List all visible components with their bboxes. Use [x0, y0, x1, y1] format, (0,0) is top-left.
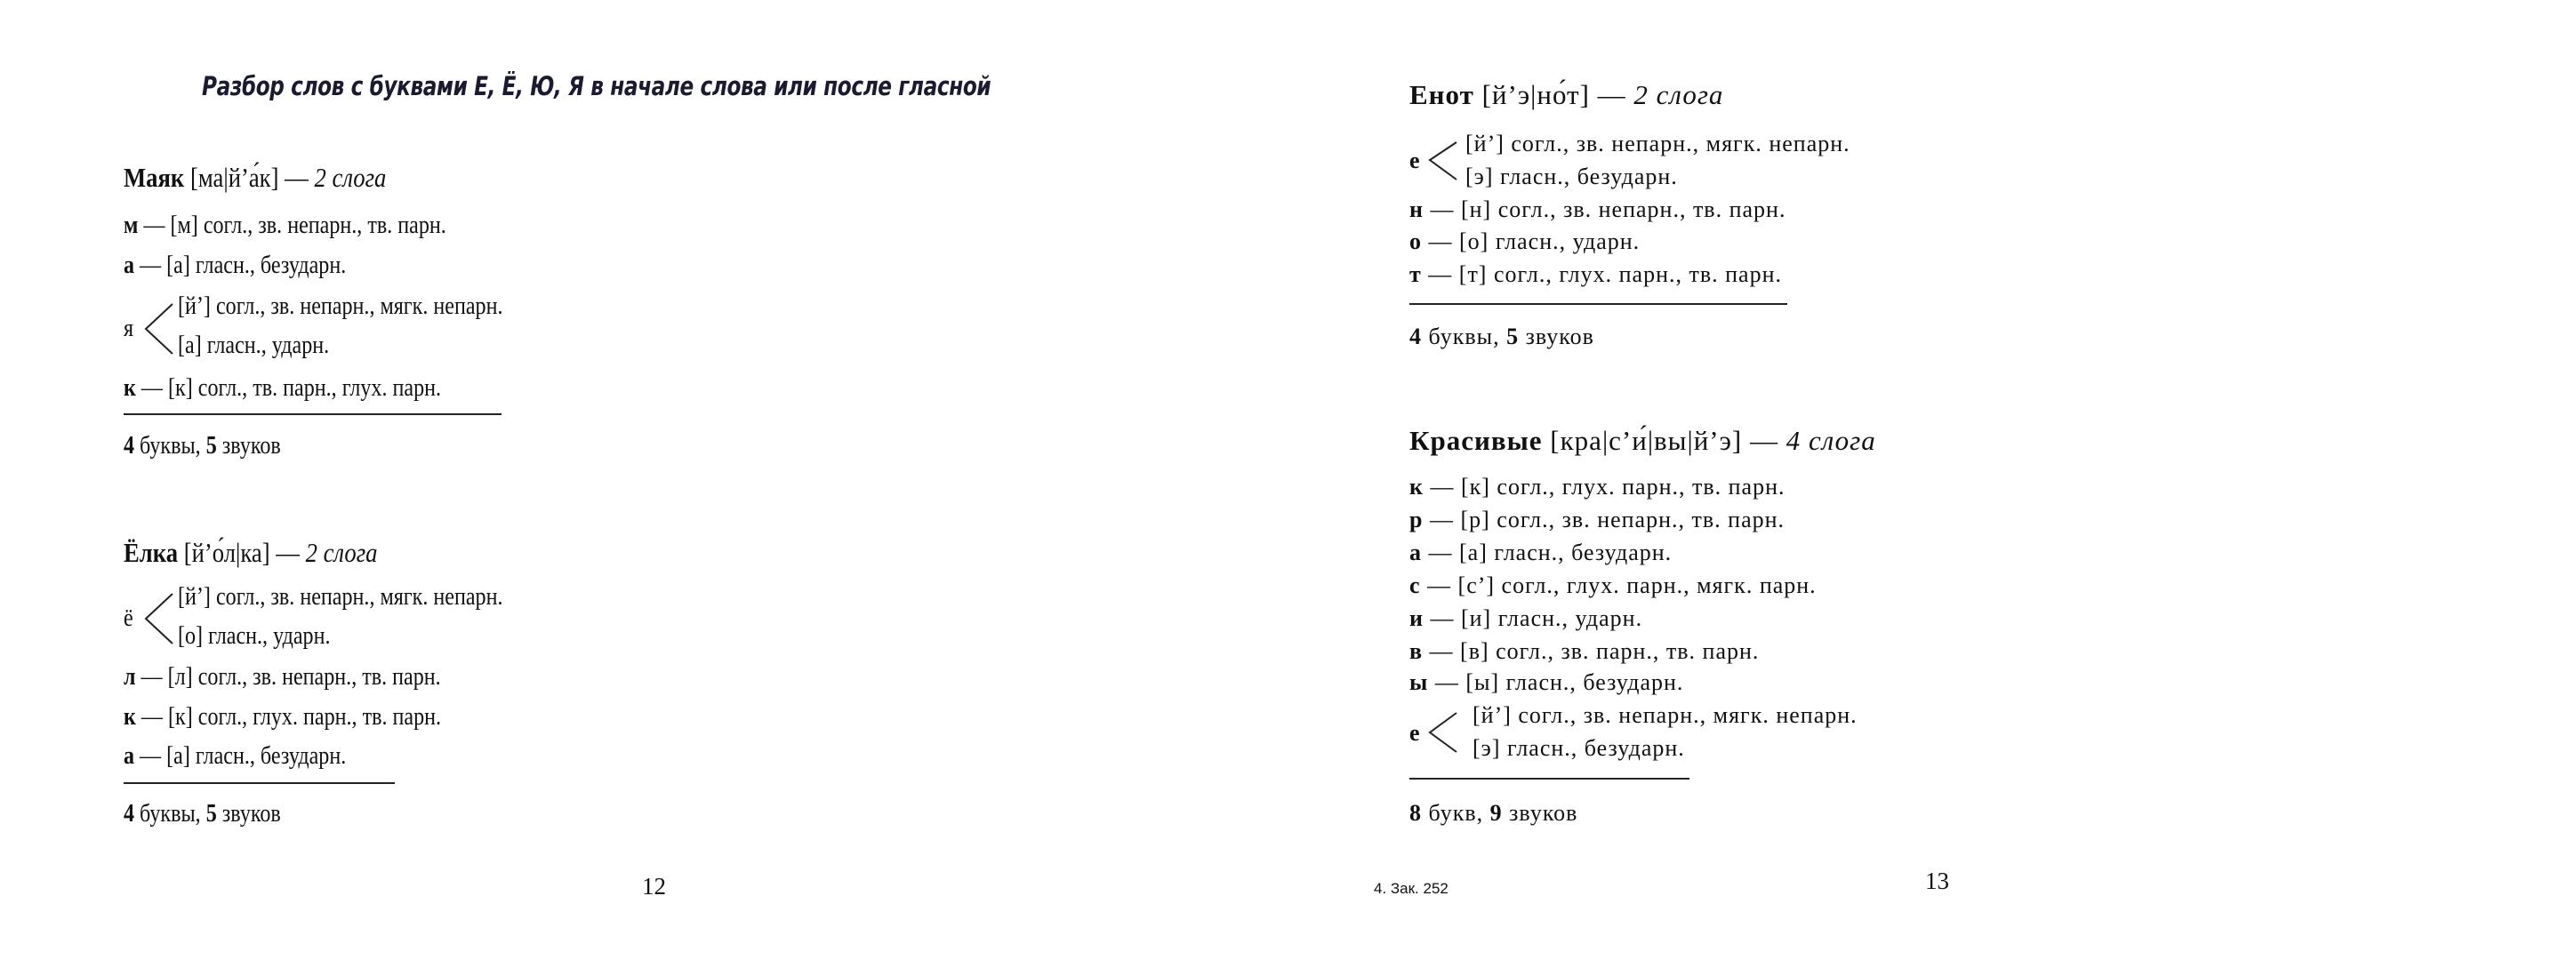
row-text: — [к] согл., глух. парн., тв. парн.: [1430, 474, 1786, 500]
letter-row: [1409, 669, 1683, 696]
row-text: — [с’] согл., глух. парн., мягк. парн.: [1427, 572, 1817, 598]
letter-row: [1409, 572, 1817, 599]
branch-letter: е: [1409, 720, 1421, 746]
syllables: 2 слога: [314, 162, 387, 193]
print-mark: 4. Зак. 252: [1374, 880, 1448, 897]
letters-label: буквы,: [140, 800, 201, 828]
branch-bracket-icon: [1426, 711, 1458, 754]
row-text: — [и] гласн., ударн.: [1430, 605, 1643, 631]
letter: о: [1409, 228, 1422, 254]
branch-row: [э] гласн., безударн.: [1465, 164, 1678, 189]
letters-label: буквы,: [140, 432, 201, 460]
branch-bracket-icon: [142, 592, 174, 645]
transcription: [й’э|но́т]: [1481, 79, 1590, 110]
letter: к: [124, 703, 136, 731]
branch-bracket-icon: [1426, 140, 1458, 181]
letter-row: [1409, 540, 1672, 566]
page-title: Разбор слов с буквами Е, Ё, Ю, Я в начале слова или после гласной: [202, 71, 991, 101]
letters-count: 4: [1409, 324, 1422, 349]
letter-sound-count: [1409, 800, 1577, 827]
transcription: [кра|с’и́|вы|й’э]: [1550, 425, 1743, 456]
letter: а: [124, 252, 135, 279]
word: Ёлка: [124, 537, 179, 568]
letter-row: [1409, 507, 1785, 533]
letter: и: [1409, 605, 1424, 631]
letter-row: [1409, 261, 1782, 288]
row-text: — [к] согл., глух. парн., тв. парн.: [140, 703, 442, 731]
letters-label: букв,: [1428, 800, 1484, 826]
branch-row: [й’] согл., зв. непарн., мягк. непарн.: [178, 583, 503, 611]
letter: а: [1409, 540, 1422, 565]
divider: [1409, 778, 1689, 780]
letter-sound-count: [124, 432, 281, 460]
branch-letter: ё: [124, 604, 133, 632]
letter-row: [1409, 605, 1642, 632]
letters-count: 4: [124, 432, 135, 460]
dash: —: [285, 162, 309, 193]
letter: к: [124, 374, 136, 402]
dash: —: [1597, 79, 1626, 110]
word-heading-mayak: [124, 162, 386, 194]
dash: —: [276, 537, 300, 568]
letter: ы: [1409, 669, 1429, 695]
divider: [124, 413, 502, 415]
word-heading-enot: [1409, 79, 1723, 111]
page-number: 13: [1925, 868, 1949, 894]
letter-row: [1409, 196, 1786, 223]
word: Маяк: [124, 162, 185, 193]
branch-row: [й’] согл., зв. непарн., мягк. непарн.: [1473, 702, 1858, 728]
row-text: — [а] гласн., безударн.: [140, 252, 347, 279]
row-text: — [а] гласн., безударн.: [1428, 540, 1673, 565]
divider: [1409, 303, 1787, 305]
transcription: [й’о́л|ка]: [183, 537, 270, 568]
letter: л: [124, 663, 136, 691]
letter: м: [124, 212, 139, 239]
letters-count: 4: [124, 800, 135, 828]
row-text: — [а] гласн., безударн.: [140, 742, 347, 770]
letter: с: [1409, 572, 1421, 598]
letter-sound-count: [1409, 324, 1594, 350]
row-text: — [о] гласн., ударн.: [1428, 228, 1641, 254]
transcription: [ма|й’а́к]: [189, 162, 279, 193]
letters-count: 8: [1409, 800, 1422, 826]
letter: т: [1409, 261, 1422, 287]
letter-row: [124, 212, 446, 240]
sounds-label: звуков: [221, 800, 281, 828]
letter: н: [1409, 196, 1424, 222]
letter-row: [124, 252, 346, 280]
branch-row: [а] гласн., ударн.: [178, 332, 330, 359]
sounds-count: 5: [205, 800, 217, 828]
letter-sound-count: [124, 800, 281, 828]
branch-row: [о] гласн., ударн.: [178, 622, 331, 650]
branch-bracket-icon: [142, 302, 174, 356]
word-heading-yolka: [124, 537, 377, 569]
syllables: 4 слога: [1786, 425, 1876, 456]
sounds-count: 5: [205, 432, 217, 460]
letter-row: [124, 374, 441, 403]
word-heading-krasivye: [1409, 425, 1876, 457]
word: Красивые: [1409, 425, 1543, 456]
syllables: 2 слога: [1633, 79, 1724, 110]
letter-row: [124, 703, 441, 732]
branch-row: [э] гласн., безударн.: [1473, 735, 1685, 761]
branch-letter: я: [124, 315, 134, 342]
branch-row: [й’] согл., зв. непарн., мягк. непарн.: [178, 292, 503, 320]
row-text: — [л] согл., зв. непарн., тв. парн.: [140, 663, 441, 691]
letter-row: [124, 663, 441, 692]
sounds-label: звуков: [221, 432, 281, 460]
row-text: — [к] согл., тв. парн., глух. парн.: [140, 374, 442, 402]
letter: р: [1409, 507, 1424, 532]
letter: а: [124, 742, 135, 770]
row-text: — [м] согл., зв. непарн., тв. парн.: [143, 212, 446, 239]
row-text: — [в] согл., зв. парн., тв. парн.: [1429, 638, 1760, 664]
divider: [124, 782, 395, 784]
page-number: 12: [642, 873, 666, 900]
row-text: — [т] согл., глух. парн., тв. парн.: [1428, 261, 1783, 287]
row-text: — [н] согл., зв. непарн., тв. парн.: [1430, 196, 1786, 222]
letter-row: [124, 742, 346, 771]
letter-row: [1409, 228, 1640, 255]
dash: —: [1750, 425, 1778, 456]
sounds-label: звуков: [1525, 324, 1594, 349]
letters-label: буквы,: [1428, 324, 1500, 349]
sounds-count: 9: [1489, 800, 1503, 826]
letter: в: [1409, 638, 1424, 664]
letter: к: [1409, 474, 1424, 500]
branch-row: [й’] согл., зв. непарн., мягк. непарн.: [1465, 131, 1850, 156]
sounds-label: звуков: [1509, 800, 1578, 826]
row-text: — [ы] гласн., безударн.: [1434, 669, 1684, 695]
sounds-count: 5: [1506, 324, 1520, 349]
letter-row: [1409, 474, 1785, 500]
syllables: 2 слога: [305, 537, 378, 568]
word: Енот: [1409, 79, 1474, 110]
branch-letter: е: [1409, 148, 1421, 173]
row-text: — [р] согл., зв. непарн., тв. парн.: [1429, 507, 1786, 532]
letter-row: [1409, 638, 1759, 665]
